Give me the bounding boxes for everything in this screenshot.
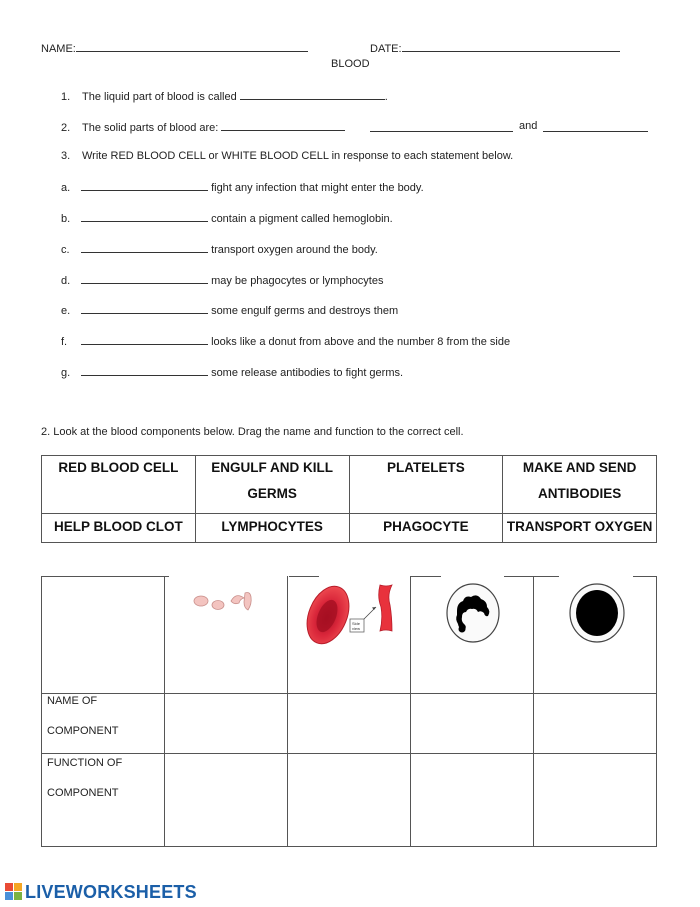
bank-item-phagocyte[interactable]: PHAGOCYTE xyxy=(349,514,503,543)
statement-letter: b. xyxy=(61,213,71,225)
question-1: 1. The liquid part of blood is called . xyxy=(61,91,388,103)
date-field[interactable] xyxy=(402,41,620,52)
drop-cell-name-platelets[interactable] xyxy=(165,694,287,753)
statement-text: some engulf germs and destroys them xyxy=(211,305,399,317)
grid-border-top xyxy=(411,576,441,577)
grid-border-top xyxy=(504,576,559,577)
liveworksheets-logo xyxy=(5,877,197,907)
answer-blank-solid-2[interactable] xyxy=(370,121,513,132)
answer-blank-solid-3[interactable] xyxy=(543,121,648,132)
lymphocyte-image xyxy=(566,581,628,645)
statement-letter: e. xyxy=(61,305,71,317)
logo-icon xyxy=(5,883,23,901)
statement-text: some release antibodies to fight germs. xyxy=(211,367,404,379)
statement-c xyxy=(61,242,378,256)
statement-text: may be phagocytes or lymphocytes xyxy=(211,275,384,287)
bank-item-transport-oxygen[interactable]: TRANSPORT OXYGEN xyxy=(503,514,657,543)
date-label: DATE: xyxy=(370,43,402,55)
statement-b xyxy=(61,211,393,225)
statement-blank[interactable] xyxy=(81,303,208,314)
phagocyte-image xyxy=(443,581,503,645)
bank-item-lymphocytes[interactable]: LYMPHOCYTES xyxy=(195,514,349,543)
name-row xyxy=(41,41,308,55)
row-label-function-line-1: FUNCTION OF xyxy=(47,757,123,769)
bank-item-engulf-and-kill-germs[interactable]: ENGULF AND KILL GERMS xyxy=(195,456,349,514)
row-label-name-line-2: COMPONENT xyxy=(47,725,119,737)
statement-blank[interactable] xyxy=(81,365,208,376)
question-number: 3. xyxy=(61,150,71,162)
bank-item-platelets[interactable]: PLATELETS xyxy=(349,456,503,514)
question-text: The liquid part of blood is called xyxy=(82,91,237,103)
name-label: NAME: xyxy=(41,43,76,55)
question-number: 2. xyxy=(61,122,71,134)
statement-a xyxy=(61,180,424,194)
drop-cell-function-lymphocyte[interactable] xyxy=(534,754,656,846)
question-number: 1. xyxy=(61,91,71,103)
component-grid xyxy=(41,576,657,847)
statement-blank[interactable] xyxy=(81,334,208,345)
bank-item-make-and-send-antibodies[interactable]: MAKE AND SEND ANTIBODIES xyxy=(503,456,657,514)
statement-text: transport oxygen around the body. xyxy=(211,244,378,256)
bank-item-red-blood-cell[interactable]: RED BLOOD CELL xyxy=(42,456,196,514)
grid-border-top xyxy=(633,576,657,577)
name-field[interactable] xyxy=(76,41,308,52)
question-text: Write RED BLOOD CELL or WHITE BLOOD CELL in response to each statement below. xyxy=(82,150,514,162)
section-2-instruction: 2. Look at the blood components below. Drag the name and function to the correct cell. xyxy=(41,426,464,438)
drop-cell-function-phagocyte[interactable] xyxy=(411,754,533,846)
statement-text: fight any infection that might enter the body. xyxy=(211,182,424,194)
statement-letter: a. xyxy=(61,182,71,194)
statement-blank[interactable] xyxy=(81,273,208,284)
grid-border-bottom xyxy=(41,846,657,847)
side-view-label-1: Side xyxy=(352,621,361,626)
question-3 xyxy=(61,150,513,162)
word-bank xyxy=(41,455,657,543)
statement-d xyxy=(61,273,383,287)
statement-f xyxy=(61,334,510,348)
statement-letter: f. xyxy=(61,336,68,348)
answer-blank-solid-1[interactable] xyxy=(221,120,345,131)
grid-border-left xyxy=(41,576,42,847)
statement-blank[interactable] xyxy=(81,242,208,253)
page-title: BLOOD xyxy=(331,58,370,70)
side-view-label-2: view xyxy=(352,626,361,631)
statement-letter: c. xyxy=(61,244,70,256)
statement-text: looks like a donut from above and the number 8 from the side xyxy=(211,336,511,348)
statement-letter: g. xyxy=(61,367,71,379)
and-label: and xyxy=(519,120,538,132)
statement-blank[interactable] xyxy=(81,211,208,222)
question-text: The solid parts of blood are: xyxy=(82,122,219,134)
drop-cell-function-platelets[interactable] xyxy=(165,754,287,846)
question-2 xyxy=(61,120,345,134)
answer-blank-liquid[interactable] xyxy=(240,89,385,100)
drop-cell-function-red-cell[interactable] xyxy=(288,754,410,846)
row-label-name-line-1: NAME OF xyxy=(47,695,98,707)
red-blood-cell-image xyxy=(298,579,408,649)
drop-cell-name-lymphocyte[interactable] xyxy=(534,694,656,753)
logo-text: LIVEWORKSHEETS xyxy=(25,881,197,902)
row-label-function-line-2: COMPONENT xyxy=(47,787,119,799)
grid-border-top xyxy=(41,576,169,577)
statement-blank[interactable] xyxy=(81,180,208,191)
statement-text: contain a pigment called hemoglobin. xyxy=(211,213,393,225)
drop-cell-name-red-cell[interactable] xyxy=(288,694,410,753)
grid-border-right xyxy=(656,576,657,847)
platelets-image xyxy=(187,581,277,617)
statement-g xyxy=(61,365,403,379)
drop-cell-name-phagocyte[interactable] xyxy=(411,694,533,753)
grid-border-top xyxy=(289,576,319,577)
date-row xyxy=(370,41,620,55)
statement-letter: d. xyxy=(61,275,71,287)
statement-e xyxy=(61,303,398,317)
bank-item-help-blood-clot[interactable]: HELP BLOOD CLOT xyxy=(42,514,196,543)
